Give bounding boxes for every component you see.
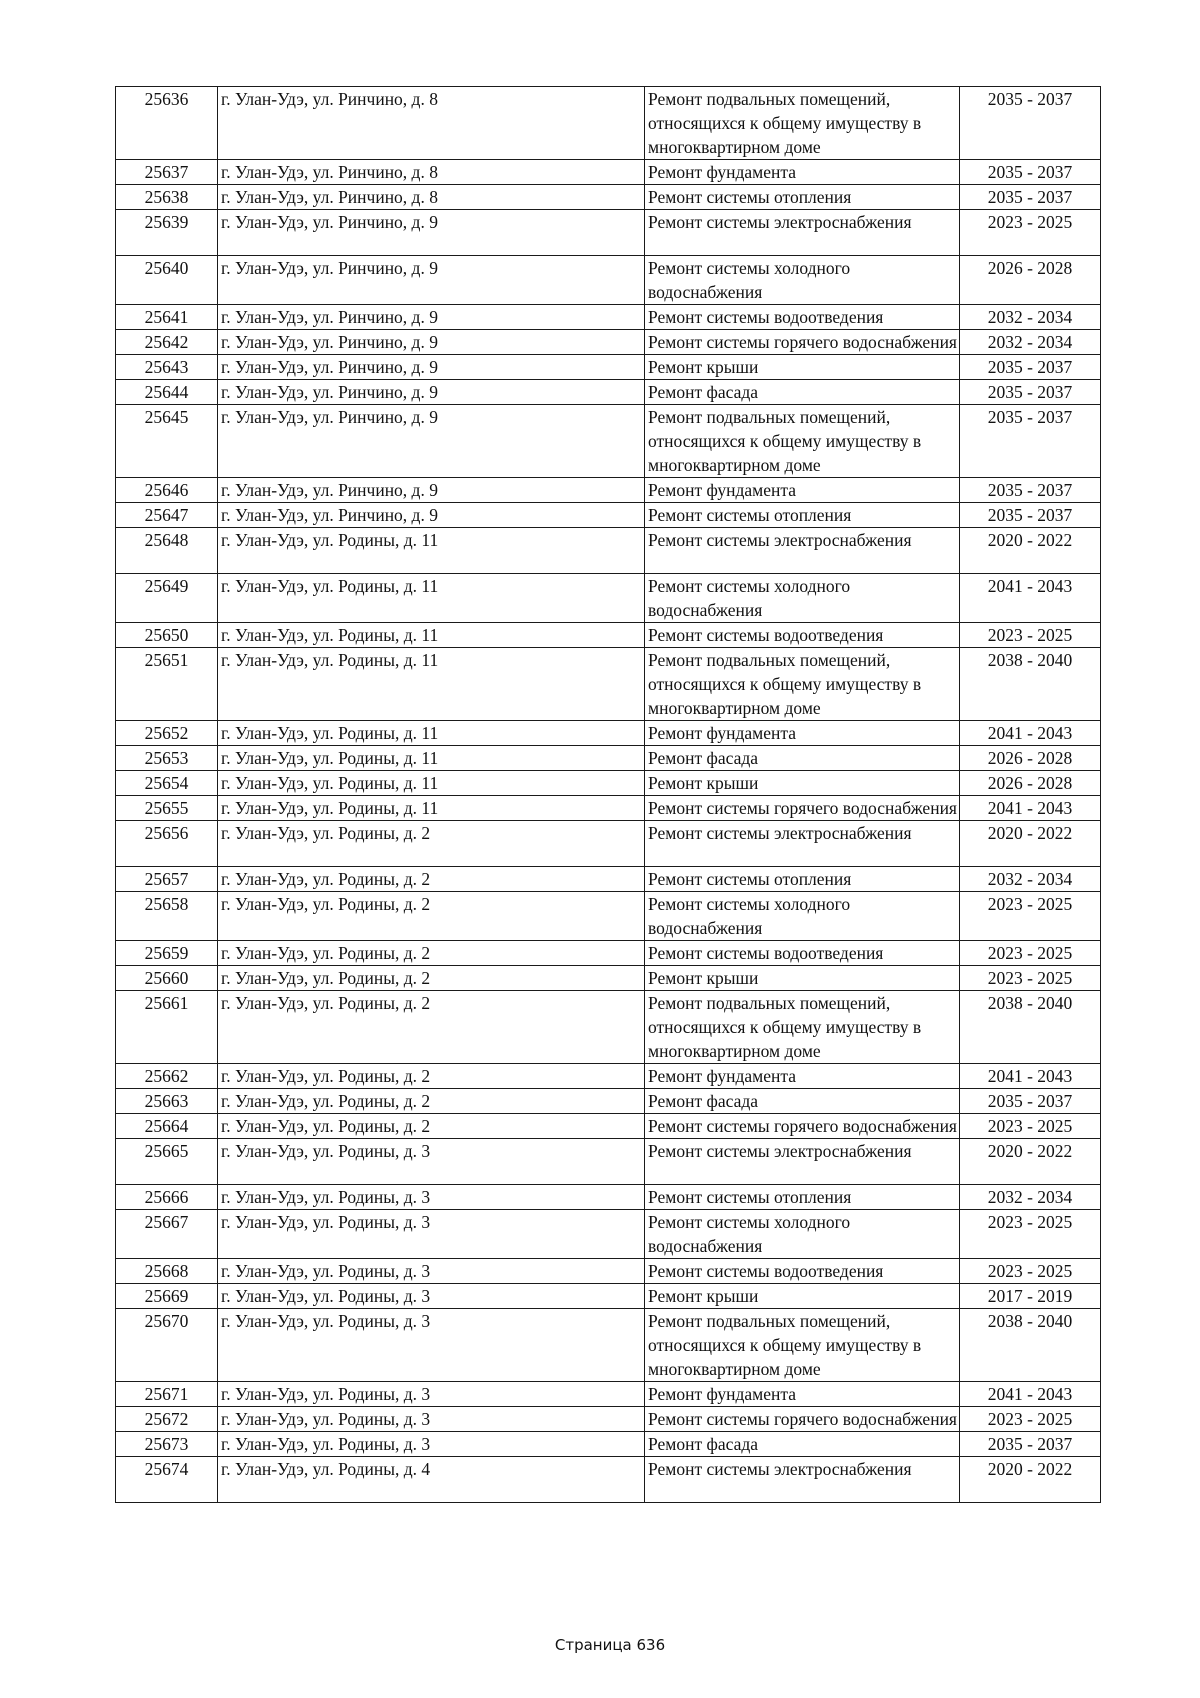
period-cell: 2023 - 2025 (960, 1210, 1101, 1259)
record-number-cell: 25670 (116, 1309, 218, 1382)
address-cell: г. Улан-Удэ, ул. Ринчино, д. 9 (218, 478, 645, 503)
table-row (116, 1259, 1101, 1284)
address-cell: г. Улан-Удэ, ул. Родины, д. 11 (218, 796, 645, 821)
period-cell: 2023 - 2025 (960, 210, 1101, 256)
address-cell: г. Улан-Удэ, ул. Ринчино, д. 9 (218, 210, 645, 256)
address-cell: г. Улан-Удэ, ул. Родины, д. 3 (218, 1139, 645, 1185)
record-number-cell: 25651 (116, 648, 218, 721)
work-type-cell: Ремонт системы электроснабжения (645, 528, 960, 574)
table-row (116, 405, 1101, 478)
work-type-cell: Ремонт системы водоотведения (645, 1259, 960, 1284)
period-cell: 2035 - 2037 (960, 1089, 1101, 1114)
address-cell: г. Улан-Удэ, ул. Родины, д. 11 (218, 648, 645, 721)
period-cell: 2020 - 2022 (960, 1139, 1101, 1185)
table-row (116, 892, 1101, 941)
record-number-cell: 25659 (116, 941, 218, 966)
address-cell: г. Улан-Удэ, ул. Родины, д. 2 (218, 1064, 645, 1089)
work-type-cell: Ремонт системы водоотведения (645, 305, 960, 330)
work-type-cell: Ремонт системы отопления (645, 185, 960, 210)
table-row (116, 941, 1101, 966)
table-row (116, 796, 1101, 821)
work-type-cell: Ремонт системы электроснабжения (645, 1457, 960, 1503)
record-number-cell: 25657 (116, 867, 218, 892)
table-row (116, 991, 1101, 1064)
table-row (116, 1064, 1101, 1089)
address-cell: г. Улан-Удэ, ул. Родины, д. 3 (218, 1284, 645, 1309)
record-number-cell: 25666 (116, 1185, 218, 1210)
record-number-cell: 25652 (116, 721, 218, 746)
record-number-cell: 25643 (116, 355, 218, 380)
period-cell: 2041 - 2043 (960, 574, 1101, 623)
address-cell: г. Улан-Удэ, ул. Родины, д. 2 (218, 892, 645, 941)
table-row (116, 746, 1101, 771)
address-cell: г. Улан-Удэ, ул. Родины, д. 3 (218, 1185, 645, 1210)
period-cell: 2023 - 2025 (960, 1259, 1101, 1284)
record-number-cell: 25649 (116, 574, 218, 623)
work-type-cell: Ремонт системы горячего водоснабжения (645, 1407, 960, 1432)
address-cell: г. Улан-Удэ, ул. Родины, д. 11 (218, 528, 645, 574)
work-type-cell: Ремонт системы горячего водоснабжения (645, 330, 960, 355)
record-number-cell: 25663 (116, 1089, 218, 1114)
period-cell: 2023 - 2025 (960, 941, 1101, 966)
work-type-cell: Ремонт фасада (645, 746, 960, 771)
work-type-cell: Ремонт подвальных помещений, относящихся к общему имуществу в многоквартирном доме (645, 1309, 960, 1382)
table-row (116, 87, 1101, 160)
work-type-cell: Ремонт фасада (645, 1089, 960, 1114)
period-cell: 2023 - 2025 (960, 623, 1101, 648)
address-cell: г. Улан-Удэ, ул. Родины, д. 11 (218, 574, 645, 623)
record-number-cell: 25636 (116, 87, 218, 160)
table-row (116, 503, 1101, 528)
period-cell: 2020 - 2022 (960, 1457, 1101, 1503)
address-cell: г. Улан-Удэ, ул. Родины, д. 3 (218, 1407, 645, 1432)
period-cell: 2026 - 2028 (960, 771, 1101, 796)
repair-schedule-table (115, 86, 1101, 1503)
table-row (116, 623, 1101, 648)
work-type-cell: Ремонт крыши (645, 771, 960, 796)
address-cell: г. Улан-Удэ, ул. Родины, д. 11 (218, 771, 645, 796)
work-type-cell: Ремонт крыши (645, 1284, 960, 1309)
record-number-cell: 25667 (116, 1210, 218, 1259)
work-type-cell: Ремонт системы электроснабжения (645, 1139, 960, 1185)
work-type-cell: Ремонт подвальных помещений, относящихся к общему имуществу в многоквартирном доме (645, 87, 960, 160)
record-number-cell: 25647 (116, 503, 218, 528)
table-row (116, 1309, 1101, 1382)
period-cell: 2026 - 2028 (960, 746, 1101, 771)
record-number-cell: 25669 (116, 1284, 218, 1309)
address-cell: г. Улан-Удэ, ул. Родины, д. 2 (218, 1089, 645, 1114)
record-number-cell: 25672 (116, 1407, 218, 1432)
record-number-cell: 25638 (116, 185, 218, 210)
record-number-cell: 25656 (116, 821, 218, 867)
period-cell: 2032 - 2034 (960, 330, 1101, 355)
table-row (116, 1185, 1101, 1210)
address-cell: г. Улан-Удэ, ул. Родины, д. 11 (218, 623, 645, 648)
period-cell: 2020 - 2022 (960, 821, 1101, 867)
record-number-cell: 25655 (116, 796, 218, 821)
work-type-cell: Ремонт фасада (645, 1432, 960, 1457)
record-number-cell: 25662 (116, 1064, 218, 1089)
table-row (116, 1210, 1101, 1259)
table-row (116, 1114, 1101, 1139)
period-cell: 2041 - 2043 (960, 796, 1101, 821)
table-row (116, 305, 1101, 330)
record-number-cell: 25646 (116, 478, 218, 503)
address-cell: г. Улан-Удэ, ул. Ринчино, д. 9 (218, 380, 645, 405)
period-cell: 2035 - 2037 (960, 160, 1101, 185)
work-type-cell: Ремонт системы горячего водоснабжения (645, 1114, 960, 1139)
record-number-cell: 25673 (116, 1432, 218, 1457)
work-type-cell: Ремонт системы холодного водоснабжения (645, 574, 960, 623)
table-row (116, 771, 1101, 796)
record-number-cell: 25645 (116, 405, 218, 478)
work-type-cell: Ремонт подвальных помещений, относящихся к общему имуществу в многоквартирном доме (645, 648, 960, 721)
work-type-cell: Ремонт системы холодного водоснабжения (645, 256, 960, 305)
record-number-cell: 25668 (116, 1259, 218, 1284)
work-type-cell: Ремонт фундамента (645, 721, 960, 746)
work-type-cell: Ремонт фундамента (645, 478, 960, 503)
record-number-cell: 25637 (116, 160, 218, 185)
table-row (116, 1457, 1101, 1503)
table-row (116, 1382, 1101, 1407)
record-number-cell: 25671 (116, 1382, 218, 1407)
address-cell: г. Улан-Удэ, ул. Ринчино, д. 8 (218, 160, 645, 185)
record-number-cell: 25653 (116, 746, 218, 771)
work-type-cell: Ремонт подвальных помещений, относящихся к общему имуществу в многоквартирном доме (645, 991, 960, 1064)
period-cell: 2035 - 2037 (960, 380, 1101, 405)
address-cell: г. Улан-Удэ, ул. Родины, д. 11 (218, 746, 645, 771)
period-cell: 2038 - 2040 (960, 1309, 1101, 1382)
address-cell: г. Улан-Удэ, ул. Родины, д. 3 (218, 1210, 645, 1259)
address-cell: г. Улан-Удэ, ул. Родины, д. 4 (218, 1457, 645, 1503)
period-cell: 2032 - 2034 (960, 1185, 1101, 1210)
period-cell: 2041 - 2043 (960, 1064, 1101, 1089)
work-type-cell: Ремонт фундамента (645, 1064, 960, 1089)
record-number-cell: 25665 (116, 1139, 218, 1185)
work-type-cell: Ремонт системы горячего водоснабжения (645, 796, 960, 821)
work-type-cell: Ремонт системы водоотведения (645, 941, 960, 966)
period-cell: 2035 - 2037 (960, 478, 1101, 503)
period-cell: 2035 - 2037 (960, 1432, 1101, 1457)
address-cell: г. Улан-Удэ, ул. Родины, д. 2 (218, 867, 645, 892)
period-cell: 2026 - 2028 (960, 256, 1101, 305)
address-cell: г. Улан-Удэ, ул. Ринчино, д. 9 (218, 256, 645, 305)
work-type-cell: Ремонт системы отопления (645, 503, 960, 528)
table-row (116, 380, 1101, 405)
period-cell: 2035 - 2037 (960, 87, 1101, 160)
table-row (116, 1432, 1101, 1457)
table-row (116, 721, 1101, 746)
record-number-cell: 25658 (116, 892, 218, 941)
record-number-cell: 25640 (116, 256, 218, 305)
address-cell: г. Улан-Удэ, ул. Родины, д. 2 (218, 991, 645, 1064)
table-row (116, 160, 1101, 185)
period-cell: 2020 - 2022 (960, 528, 1101, 574)
table-row (116, 1139, 1101, 1185)
period-cell: 2032 - 2034 (960, 305, 1101, 330)
address-cell: г. Улан-Удэ, ул. Ринчино, д. 9 (218, 503, 645, 528)
work-type-cell: Ремонт системы холодного водоснабжения (645, 892, 960, 941)
work-type-cell: Ремонт подвальных помещений, относящихся к общему имуществу в многоквартирном доме (645, 405, 960, 478)
work-type-cell: Ремонт системы отопления (645, 1185, 960, 1210)
page-number: Страница 636 (554, 1636, 666, 1654)
work-type-cell: Ремонт фасада (645, 380, 960, 405)
table-row (116, 185, 1101, 210)
address-cell: г. Улан-Удэ, ул. Ринчино, д. 9 (218, 305, 645, 330)
table-row (116, 478, 1101, 503)
table-row (116, 330, 1101, 355)
address-cell: г. Улан-Удэ, ул. Родины, д. 3 (218, 1309, 645, 1382)
period-cell: 2038 - 2040 (960, 991, 1101, 1064)
table-row (116, 355, 1101, 380)
address-cell: г. Улан-Удэ, ул. Ринчино, д. 9 (218, 330, 645, 355)
table-row (116, 256, 1101, 305)
work-type-cell: Ремонт фундамента (645, 160, 960, 185)
period-cell: 2035 - 2037 (960, 503, 1101, 528)
address-cell: г. Улан-Удэ, ул. Родины, д. 2 (218, 1114, 645, 1139)
period-cell: 2017 - 2019 (960, 1284, 1101, 1309)
address-cell: г. Улан-Удэ, ул. Родины, д. 2 (218, 821, 645, 867)
record-number-cell: 25644 (116, 380, 218, 405)
table-body (116, 87, 1101, 1503)
record-number-cell: 25650 (116, 623, 218, 648)
period-cell: 2023 - 2025 (960, 1407, 1101, 1432)
address-cell: г. Улан-Удэ, ул. Родины, д. 3 (218, 1432, 645, 1457)
work-type-cell: Ремонт крыши (645, 355, 960, 380)
address-cell: г. Улан-Удэ, ул. Родины, д. 11 (218, 721, 645, 746)
table-row (116, 1407, 1101, 1432)
address-cell: г. Улан-Удэ, ул. Родины, д. 3 (218, 1259, 645, 1284)
table-row (116, 1089, 1101, 1114)
address-cell: г. Улан-Удэ, ул. Ринчино, д. 8 (218, 87, 645, 160)
record-number-cell: 25661 (116, 991, 218, 1064)
record-number-cell: 25648 (116, 528, 218, 574)
table-row (116, 648, 1101, 721)
work-type-cell: Ремонт крыши (645, 966, 960, 991)
record-number-cell: 25664 (116, 1114, 218, 1139)
work-type-cell: Ремонт системы электроснабжения (645, 821, 960, 867)
period-cell: 2035 - 2037 (960, 185, 1101, 210)
address-cell: г. Улан-Удэ, ул. Родины, д. 2 (218, 966, 645, 991)
work-type-cell: Ремонт фундамента (645, 1382, 960, 1407)
record-number-cell: 25674 (116, 1457, 218, 1503)
work-type-cell: Ремонт системы электроснабжения (645, 210, 960, 256)
period-cell: 2041 - 2043 (960, 721, 1101, 746)
work-type-cell: Ремонт системы холодного водоснабжения (645, 1210, 960, 1259)
period-cell: 2023 - 2025 (960, 1114, 1101, 1139)
table-row (116, 528, 1101, 574)
address-cell: г. Улан-Удэ, ул. Родины, д. 2 (218, 941, 645, 966)
period-cell: 2035 - 2037 (960, 355, 1101, 380)
table-row (116, 821, 1101, 867)
table-row (116, 867, 1101, 892)
address-cell: г. Улан-Удэ, ул. Ринчино, д. 8 (218, 185, 645, 210)
record-number-cell: 25654 (116, 771, 218, 796)
period-cell: 2041 - 2043 (960, 1382, 1101, 1407)
record-number-cell: 25642 (116, 330, 218, 355)
address-cell: г. Улан-Удэ, ул. Родины, д. 3 (218, 1382, 645, 1407)
record-number-cell: 25639 (116, 210, 218, 256)
record-number-cell: 25641 (116, 305, 218, 330)
period-cell: 2023 - 2025 (960, 966, 1101, 991)
period-cell: 2035 - 2037 (960, 405, 1101, 478)
period-cell: 2032 - 2034 (960, 867, 1101, 892)
period-cell: 2038 - 2040 (960, 648, 1101, 721)
table-row (116, 966, 1101, 991)
work-type-cell: Ремонт системы водоотведения (645, 623, 960, 648)
table-row (116, 574, 1101, 623)
table-row (116, 210, 1101, 256)
table-row (116, 1284, 1101, 1309)
address-cell: г. Улан-Удэ, ул. Ринчино, д. 9 (218, 355, 645, 380)
work-type-cell: Ремонт системы отопления (645, 867, 960, 892)
period-cell: 2023 - 2025 (960, 892, 1101, 941)
address-cell: г. Улан-Удэ, ул. Ринчино, д. 9 (218, 405, 645, 478)
record-number-cell: 25660 (116, 966, 218, 991)
